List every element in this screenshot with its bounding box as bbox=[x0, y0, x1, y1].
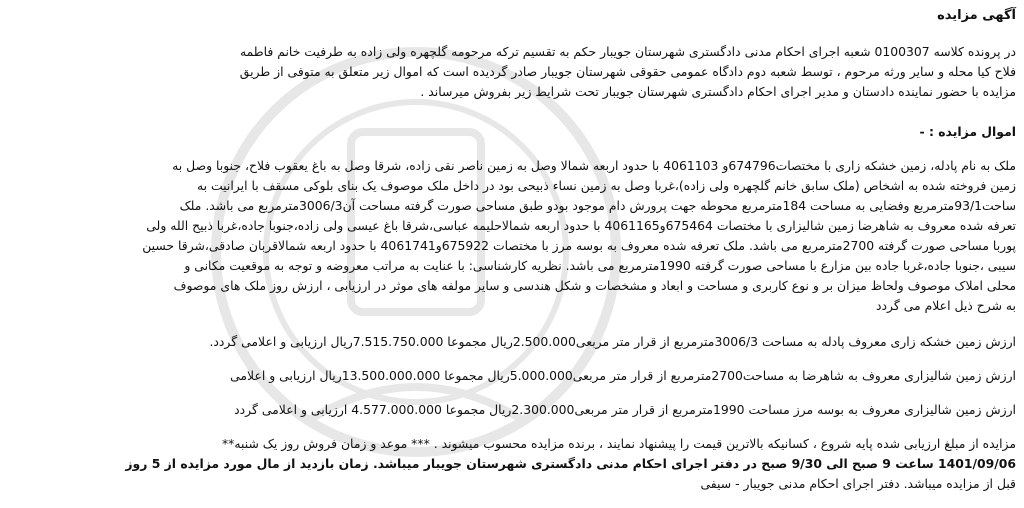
description-line: به شرح ذیل اعلام می گردد bbox=[876, 298, 1016, 313]
intro-line: مزایده با حضور نماینده دادستان و مدیر اجرای احکام دادگستری شهرستان جویبار تحت شرایط زیر بفروش میرساند . bbox=[420, 84, 1016, 99]
closing-line: قبل از مزایده میباشد. دفتر اجرای احکام مدنی جویبار - سیفی bbox=[700, 476, 1016, 491]
description-line: ملک به نام پادله، زمین خشکه زاری با مختصات674796و 4061103 با حدود اربعه شمالا وصل به زمین ناصر نقی زاده، شرقا وصل به باغ یعقوب فلاح، جنوبا وصل به bbox=[172, 158, 1016, 173]
description-line: ساحت93/1مترمربع وفضایی به مساحت 184مترمربع محوطه جهت پرورش دام موجود بودو طبق مساحی صورت گرفته مساحت آن3006/3مترمربع می باشد. ملک bbox=[179, 198, 1016, 213]
description-line: زمین فروخته شده به اشخاص (ملک سابق خانم گلچهره ولی زاده)،غربا وصل به زمین نساء ذبیحی بود در داخل ملک موصوف یک بنای بلوکی مسقف با ایرانیت به bbox=[196, 178, 1016, 193]
intro-line: در پرونده کلاسه 0100307 شعبه اجرای احکام مدنی دادگستری شهرستان جویبار حکم به تقسیم ترکه مرحومه گلچهره ولی زاده به طرفیت خانم فاطمه bbox=[239, 44, 1016, 59]
closing-line: 1401/09/06 ساعت 9 صبح الی 9/30 صبح در دفتر اجرای احکام مدنی دادگستری شهرستان جویبار میباشد. زمان بازدید از مال مورد مزایده از 5 روز bbox=[125, 456, 1016, 471]
description-line: محلی املاک موصوف ولحاظ میزان بر و نوع کاربری و مساحت و ابعاد و مشخصات و شکل هندسی و سایر مولفه های موثر در ارزیابی ، ارزش روز ملک های موصوف bbox=[173, 278, 1016, 293]
auction-notice bbox=[6, 2, 1016, 506]
assets-heading: اموال مزایده : - bbox=[919, 124, 1016, 139]
description-line: تعرفه شده معروف به شاهرضا زمین شالیزاری با مختصات 675464و4061165 با حدود اربعه شمالاحلیمه عباسی،شرقا باغ عیسی ولی زاده،جنوبا جاده،غربا ذبیح الله ولی bbox=[146, 218, 1016, 233]
valuation-line: ارزش زمین شالیزاری معروف به شاهرضا به مساحت2700مترمربع از قرار متر مربعی5.000.000ریال مجموعا 13.500.000.000ریال ارزیابی و اعلامی bbox=[230, 368, 1016, 383]
description-line: پوربا مساحی صورت گرفته 2700مترمربع می باشد. ملک تعرفه شده معروف به بوسه مرز با مختصات 675922و4061741 با حدود اربعه شمالاقربان صادقی،شرقا حسین bbox=[142, 238, 1016, 253]
valuation-line: ارزش زمین شالیزاری معروف به بوسه مرز مساحت 1990مترمربع از قرار متر مربعی2.300.000ریال مجموعا 4.577.000.000 ارزیابی و اعلامی گردد bbox=[234, 402, 1016, 417]
notice-title: آگهی مزایده bbox=[937, 8, 1016, 23]
valuation-line: ارزش زمین خشکه زاری معروف پادله به مساحت 3006/3مترمربع از قرار متر مربعی2.500.000ریال مجموعا 7.515.750.000ریال ارزیابی و اعلامی گردد. bbox=[209, 334, 1016, 349]
closing-line: مزایده از مبلغ ارزیابی شده پایه شروع ، کسانیکه بالاترین قیمت را پیشنهاد نمایند ، برنده مزایده محسوب میشوند . *** موعد و زمان فروش روز یک شنبه** bbox=[221, 436, 1016, 451]
intro-line: فلاح کیا محله و سایر ورثه مرحوم ، توسط شعبه دوم دادگاه عمومی حقوقی شهرستان جویبار صادر گردیده است که اموال زیر متعلق به متوفی از طریق bbox=[239, 64, 1016, 79]
description-line: سیبی ،جنوبا جاده،غربا جاده بین مزارع با مساحی صورت گرفته 1990مترمربع می باشد. نظریه کارشناسی: با عنایت به مراتب معروضه و توجه به موقعیت مکانی و bbox=[184, 258, 1016, 273]
